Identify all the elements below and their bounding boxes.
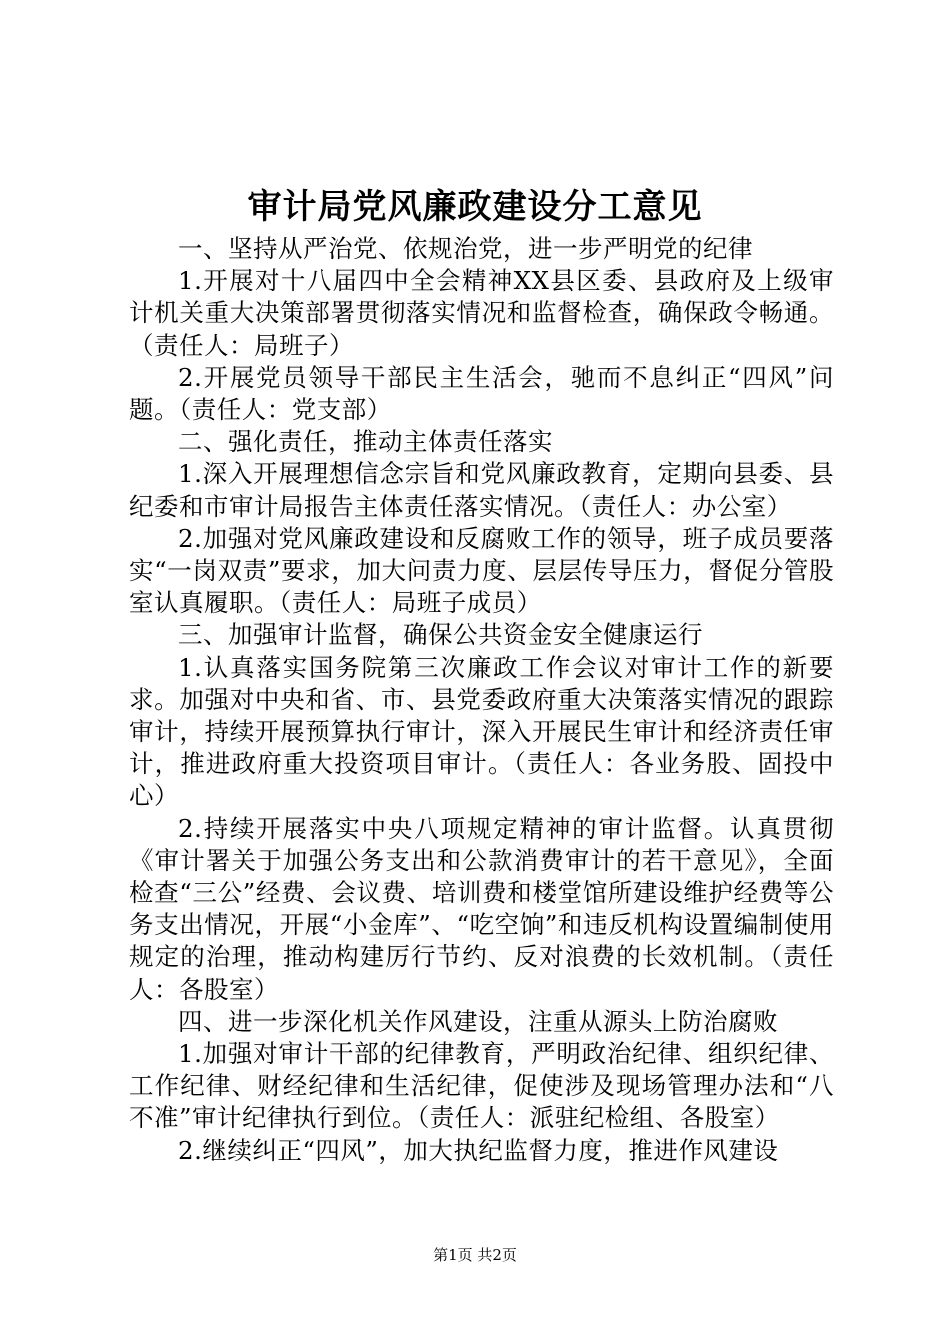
section-heading: 一、坚持从严治党、依规治党，进一步严明党的纪律 xyxy=(178,234,753,263)
section-heading: 三、加强审计监督，确保公共资金安全健康运行 xyxy=(178,620,703,650)
section-heading: 二、强化责任，推动主体责任落实 xyxy=(178,427,553,457)
paragraph: 2.加强对党风廉政建设和反腐败工作的领导，班子成员要落实“一岗双责”要求，加大问责力度、层层传导压力，督促分管股室认真履职。（责任人：局班子成员） xyxy=(129,523,834,618)
paragraph: 1.深入开展理想信念宗旨和党风廉政教育，定期向县委、县纪委和市审计局报告主体责任落实情况。（责任人：办公室） xyxy=(129,459,834,521)
section-heading: 四、进一步深化机关作风建设，注重从源头上防治腐败 xyxy=(178,1006,778,1036)
paragraph: 2.开展党员领导干部民主生活会，驰而不息纠正“四风”问题。（责任人：党支部） xyxy=(129,362,834,425)
paragraph: 1.认真落实国务院第三次廉政工作会议对审计工作的新要求。加强对中央和省、市、县党委政府重大决策落实情况的跟踪审计，持续开展预算执行审计，深入开展民生审计和经济责任审计，推进政府重大投资项目审计。（责任人：各业务股、固投中心） xyxy=(129,652,834,811)
document-title: 审计局党风廉政建设分工意见 xyxy=(247,187,703,227)
page-footer: 第1页 共2页 xyxy=(433,1246,517,1264)
paragraph: 2.持续开展落实中央八项规定精神的审计监督。认真贯彻《审计署关于加强公务支出和公款消费审计的若干意见》，全面检查“三公”经费、会议费、培训费和楼堂馆所建设维护经费等公务支出情况，开展“小金库”、“吃空饷”和违反机构设置编制使用规定的治理，推动构建厉行节约、反对浪费的长效机制。（责任人：各股室） xyxy=(129,813,834,1004)
paragraph: 2.继续纠正“四风”，加大执纪监督力度，推进作风建设 xyxy=(178,1135,779,1165)
paragraph: 1.开展对十八届四中全会精神XX县区委、县政府及上级审计机关重大决策部署贯彻落实情况和监督检查，确保政令畅通。（责任人：局班子） xyxy=(129,266,834,360)
paragraph: 1.加强对审计干部的纪律教育，严明政治纪律、组织纪律、工作纪律、财经纪律和生活纪律，促使涉及现场管理办法和“八不准”审计纪律执行到位。（责任人：派驻纪检组、各股室） xyxy=(129,1039,834,1133)
document-body xyxy=(129,233,834,1167)
